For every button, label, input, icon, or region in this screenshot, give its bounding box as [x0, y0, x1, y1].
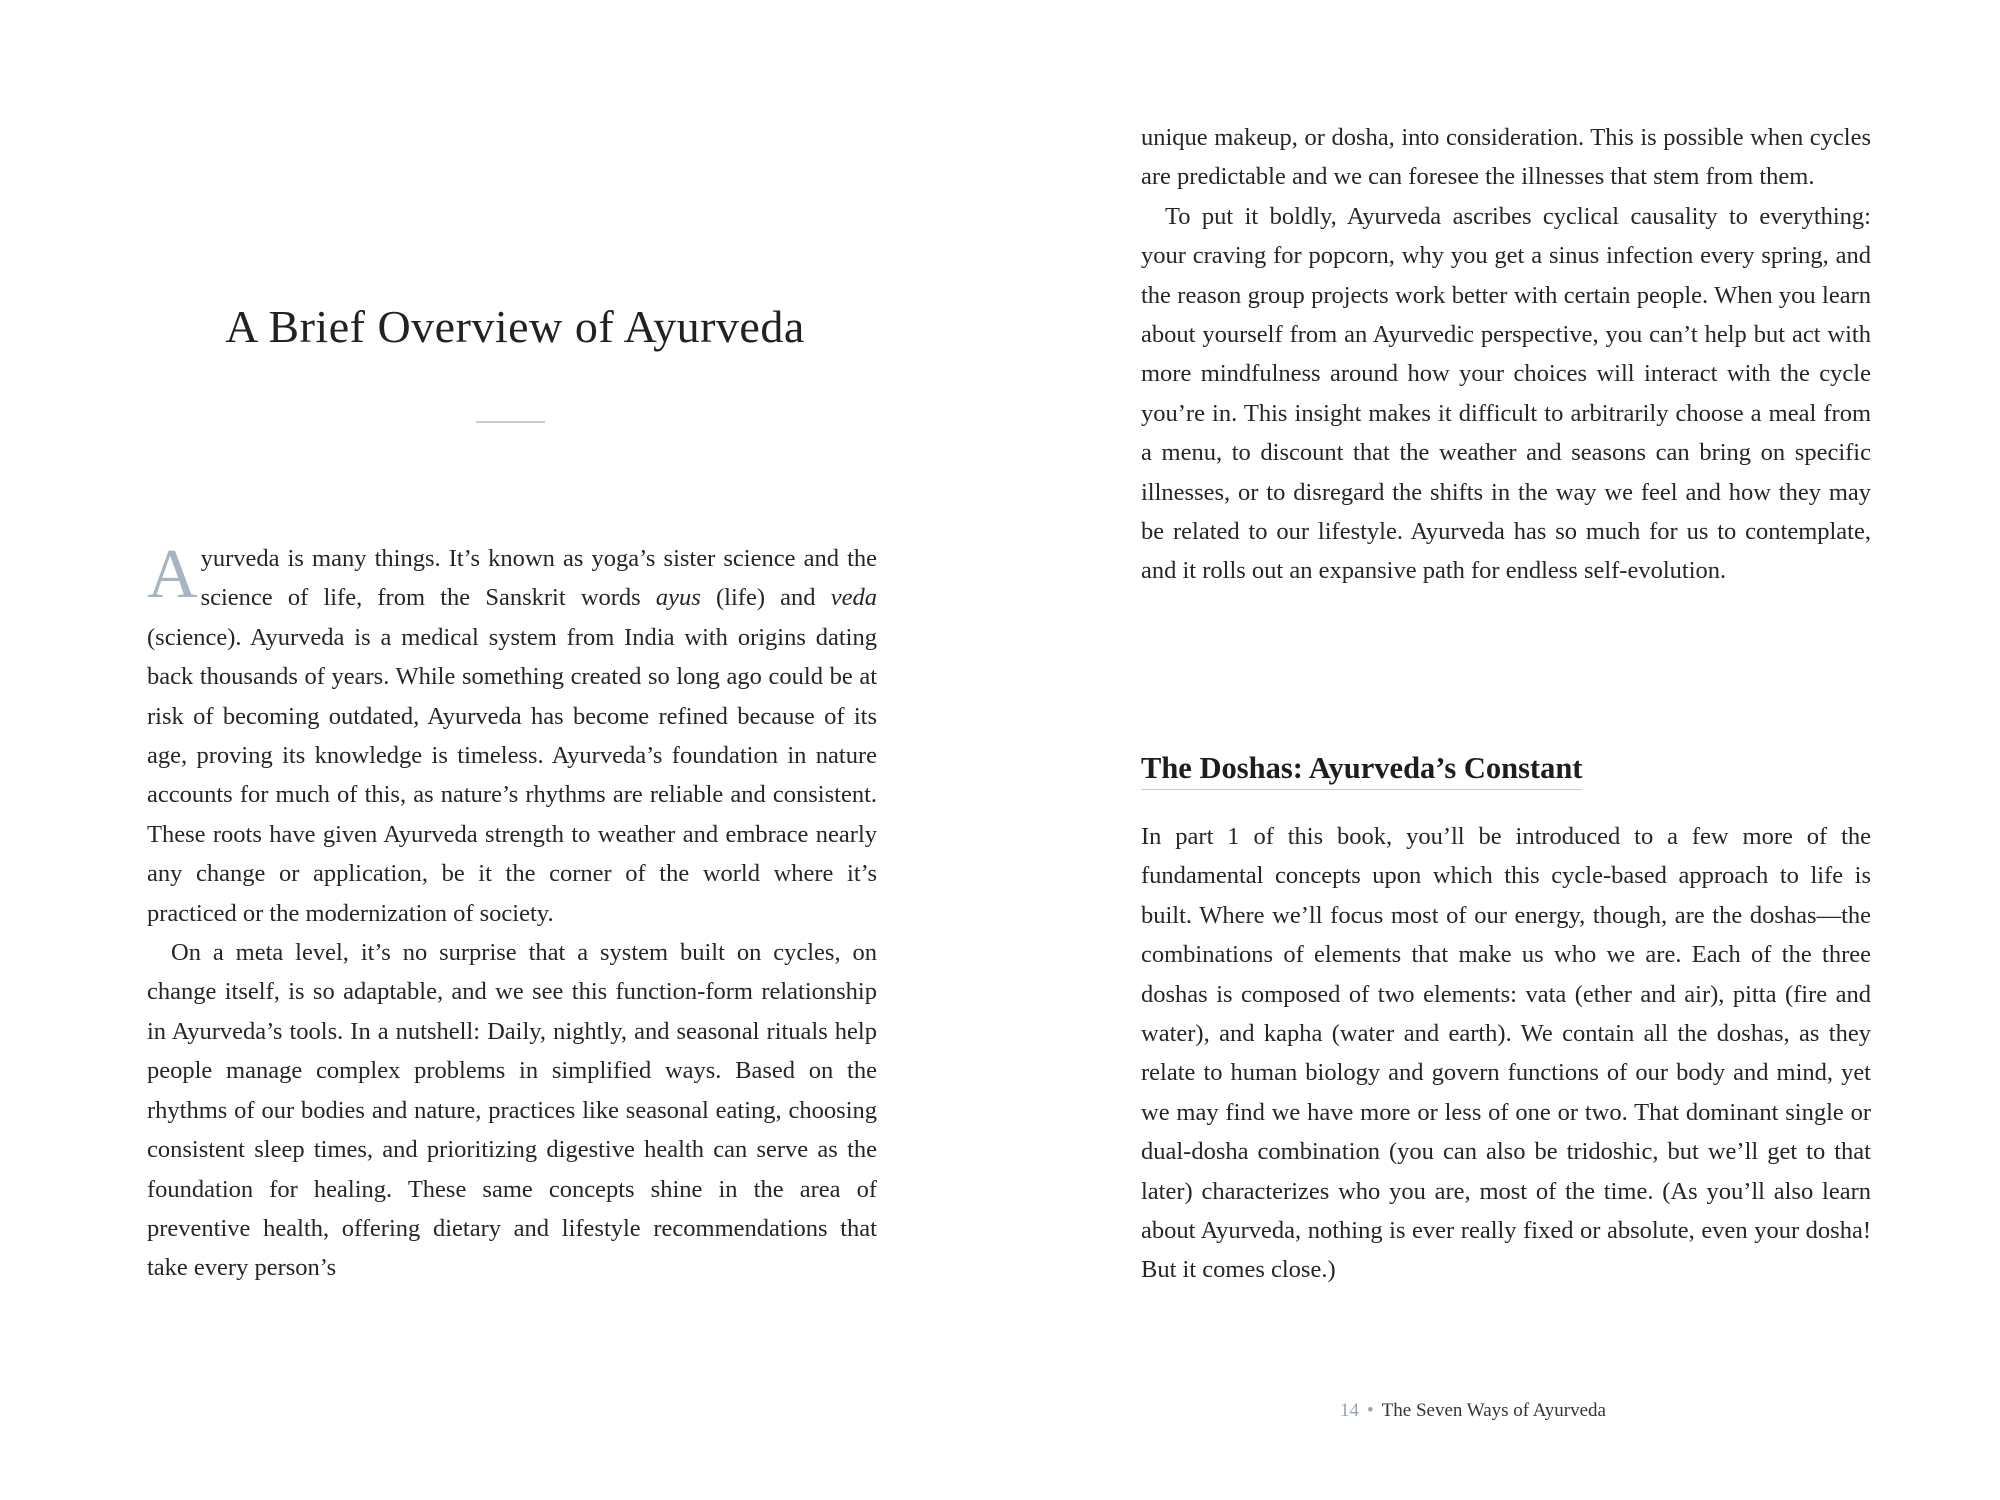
- page-number: 14: [1340, 1400, 1359, 1421]
- right-page: [1000, 0, 2000, 1500]
- running-book-title: The Seven Ways of Ayurveda: [1381, 1400, 1606, 1421]
- meta-level-paragraph: On a meta level, it’s no surprise that a system built on cycles, on change itself, is so adaptable, and we see this function-form relationship in Ayurveda’s tools. In a nutshell: Daily, nightly, and seasonal rituals help people manage complex problems in simplified ways. Based on the rhythms of our bodies and nature, practices like seasonal eating, choosing consistent sleep times, and prioritizing digestive health can serve as the foundation for healing. These same concepts shine in the area of preventive health, offering dietary and lifestyle recommendations that take every person’s: [147, 939, 877, 1282]
- term-veda: veda: [830, 584, 877, 612]
- page-footer: [1340, 1400, 1606, 1422]
- chapter-title: A Brief Overview of Ayurveda: [225, 301, 805, 352]
- continued-paragraph: unique makeup, or dosha, into consideration. This is possible when cycles are predictable and we can foresee the illnesses that stem from them.: [1141, 124, 1871, 191]
- bullet-separator: •: [1367, 1400, 1374, 1421]
- intro-text-3: (science). Ayurveda is a medical system from India with origins dating back thousands of years. While something created so long ago could be at risk of becoming outdated, Ayurveda has become refined because of its age, proving its knowledge is timeless. Ayurveda’s foundation in nature accounts for much of this, as nature’s rhythms are reliable and consistent. These roots have given Ayurveda strength to weather and embrace nearly any change or application, be it the corner of the world where it’s practiced or the modernization of society.: [147, 623, 877, 927]
- term-ayus: ayus: [655, 584, 701, 612]
- intro-text-1: yurveda is many things. It’s known as yoga’s sister science and the science of life, from the Sanskrit words: [200, 545, 877, 612]
- intro-text-2: (life) and: [700, 584, 831, 612]
- intro-paragraph: [147, 536, 877, 933]
- right-body-text-top: [1141, 118, 1871, 591]
- doshas-paragraph: In part 1 of this book, you’ll be introduced to a few more of the fundamental concepts upon which this cycle-based approach to life is built. Where we’ll focus most of our energy, though, are the doshas—the combinations of elements that make us who we are. Each of the three doshas is composed of two elements: vata (ether and air), pitta (fire and water), and kapha (water and earth). We contain all the doshas, as they relate to human biology and govern functions of our body and mind, yet we may find we have more or less of one or two. That dominant single or dual-dosha combination (you can also be tridoshic, but we’ll get to that later) characterizes who you are, most of the time. (As you’ll also learn about Ayurveda, nothing is ever really fixed or absolute, even your dosha! But it comes close.): [1141, 823, 1871, 1284]
- left-body-text: [147, 536, 877, 1288]
- right-body-text-bottom: [1141, 817, 1871, 1290]
- boldly-paragraph: To put it boldly, Ayurveda ascribes cyclical causality to everything: your craving for popcorn, why you get a sinus infection every spring, and the reason group projects work better with certain people. When you learn about yourself from an Ayurvedic perspective, you can’t help but act with more mindfulness around how your choices will interact with the cycle you’re in. This insight makes it difficult to arbitrarily choose a meal from a menu, to discount that the weather and seasons can bring on specific illnesses, or to disregard the shifts in the way we feel and how they may be related to our lifestyle. Ayurveda has so much for us to contemplate, and it rolls out an expansive path for endless self-evolution.: [1141, 202, 1871, 585]
- title-divider: [476, 421, 545, 423]
- section-heading: The Doshas: Ayurveda’s Constant: [1141, 749, 1582, 790]
- drop-cap: A: [147, 536, 198, 613]
